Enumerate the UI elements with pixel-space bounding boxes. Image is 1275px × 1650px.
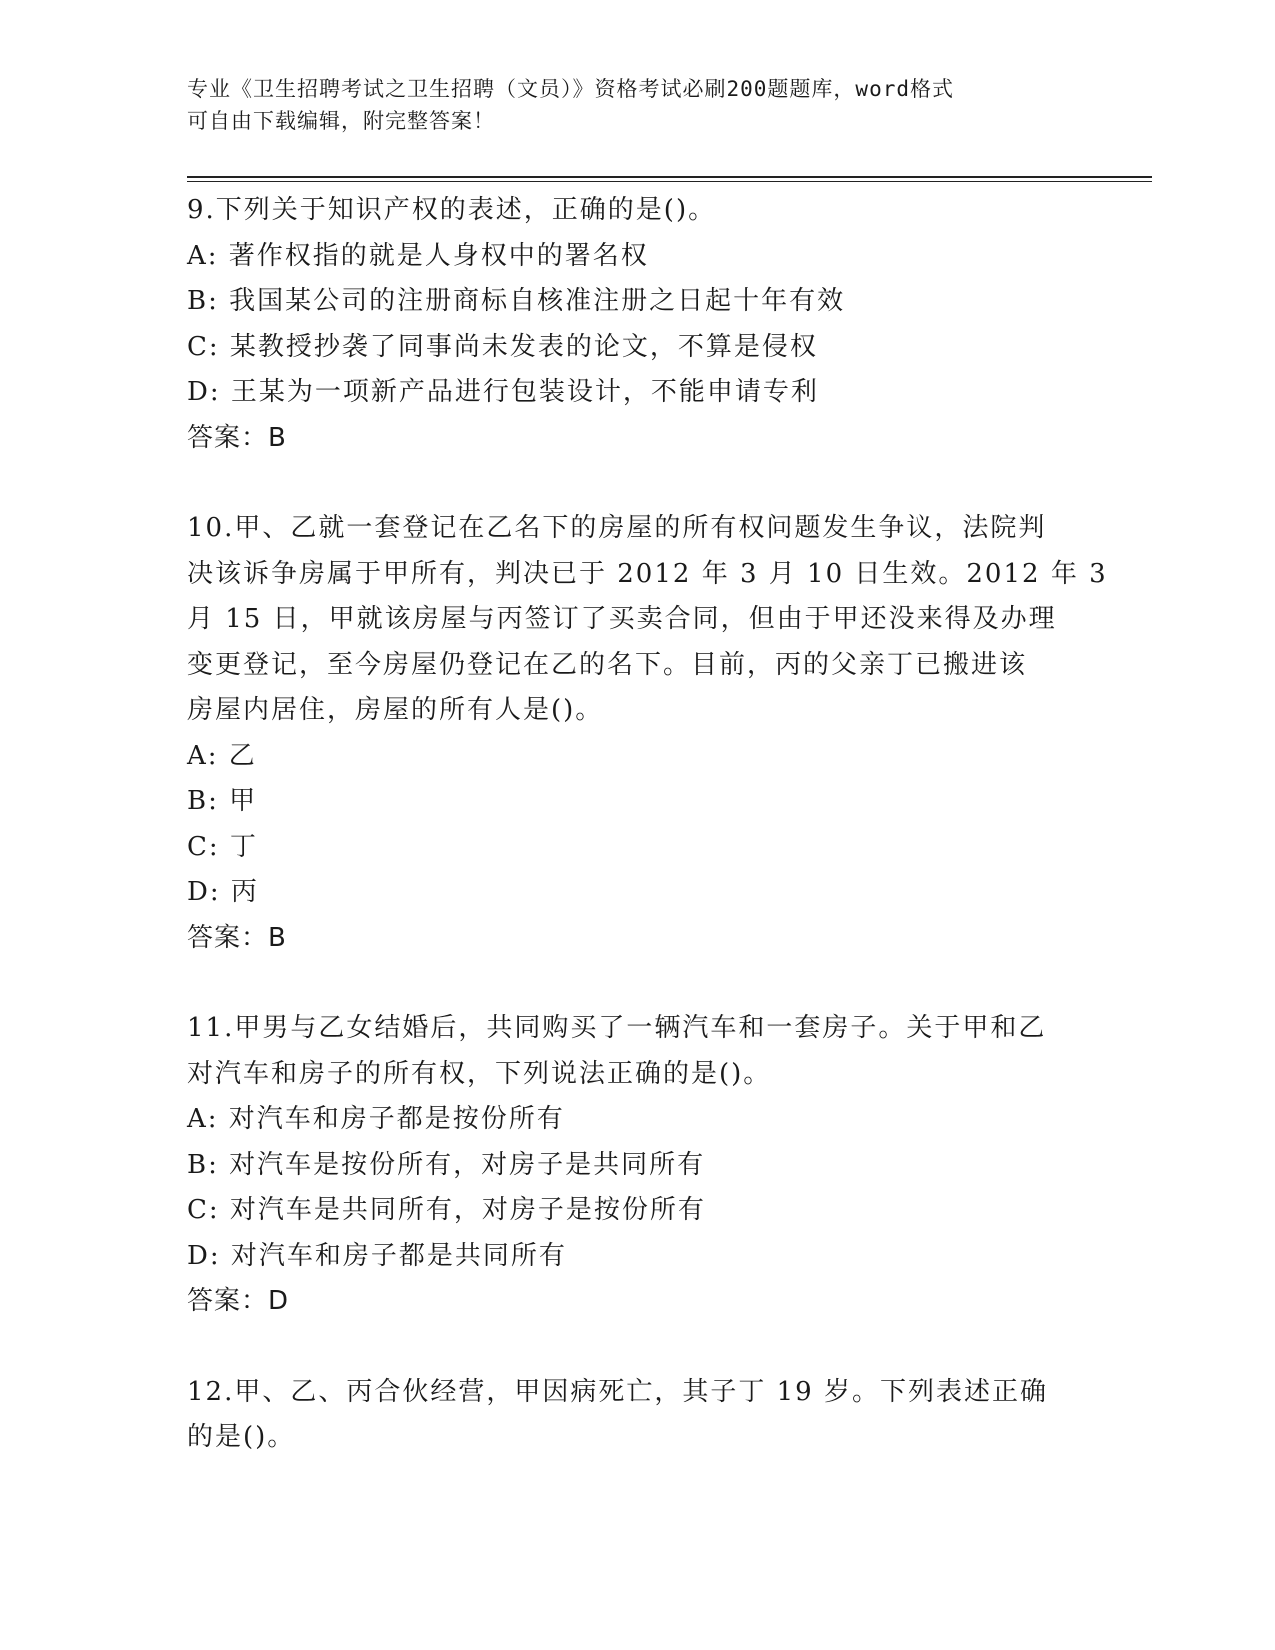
spacer xyxy=(187,461,1087,506)
option-d: D: 对汽车和房子都是共同所有 xyxy=(187,1240,567,1271)
question-text: 12.甲、乙、丙合伙经营，甲因病死亡，其子丁 19 岁。下列表述正确 xyxy=(187,1376,1048,1407)
option-c: C: 对汽车是共同所有，对房子是按份所有 xyxy=(187,1195,706,1225)
answer-line: 答案：B xyxy=(187,922,287,953)
option-a: A: 著作权指的就是人身权中的署名权 xyxy=(187,240,649,271)
header-divider-thin xyxy=(187,181,1152,182)
header-line: 专业《卫生招聘考试之卫生招聘（文员）》资格考试必刷200题题库，word格式 xyxy=(187,77,954,101)
question-text: 10.甲、乙就一套登记在乙名下的房屋的所有权问题发生争议，法院判 xyxy=(187,513,1047,543)
question-text: 11.甲男与乙女结婚后，共同购买了一辆汽车和一套房子。关于甲和乙 xyxy=(187,1013,1047,1043)
option-b: B: 对汽车是按份所有，对房子是共同所有 xyxy=(187,1149,706,1180)
option-d: D: 丙 xyxy=(187,877,259,907)
question-block xyxy=(187,1006,1087,1325)
answer-line: 答案：B xyxy=(187,422,287,453)
option-d: D: 王某为一项新产品进行包装设计，不能申请专利 xyxy=(187,377,819,407)
option-c: C: 某教授抄袭了同事尚未发表的论文，不算是侵权 xyxy=(187,331,818,362)
question-list xyxy=(187,188,1108,1461)
question-text: 房屋内居住，房屋的所有人是()。 xyxy=(187,695,604,725)
question-text: 的是()。 xyxy=(187,1422,296,1452)
question-text: 对汽车和房子的所有权，下列说法正确的是()。 xyxy=(187,1058,772,1089)
question-text: 9.下列关于知识产权的表述，正确的是()。 xyxy=(187,195,717,225)
question-block xyxy=(187,188,1087,461)
option-b: B: 我国某公司的注册商标自核准注册之日起十年有效 xyxy=(187,286,846,316)
header-divider xyxy=(187,176,1152,178)
option-a: A: 乙 xyxy=(187,740,257,771)
document-header xyxy=(187,73,1087,137)
question-text: 决该诉争房属于甲所有，判决已于 2012 年 3 月 10 日生效。2012 年 3 xyxy=(187,558,1108,589)
spacer xyxy=(187,961,1087,1006)
question-block xyxy=(187,506,1108,961)
answer-line: 答案：D xyxy=(187,1286,290,1316)
header-line: 可自由下载编辑，附完整答案！ xyxy=(187,109,495,133)
question-block xyxy=(187,1370,1087,1461)
option-c: C: 丁 xyxy=(187,831,258,862)
question-text: 月 15 日，甲就该房屋与丙签订了买卖合同，但由于甲还没来得及办理 xyxy=(187,604,1057,634)
option-a: A: 对汽车和房子都是按份所有 xyxy=(187,1104,565,1134)
spacer xyxy=(187,1325,1087,1370)
question-text: 变更登记，至今房屋仍登记在乙的名下。目前，丙的父亲丁已搬进该 xyxy=(187,649,1028,680)
option-b: B: 甲 xyxy=(187,786,258,816)
